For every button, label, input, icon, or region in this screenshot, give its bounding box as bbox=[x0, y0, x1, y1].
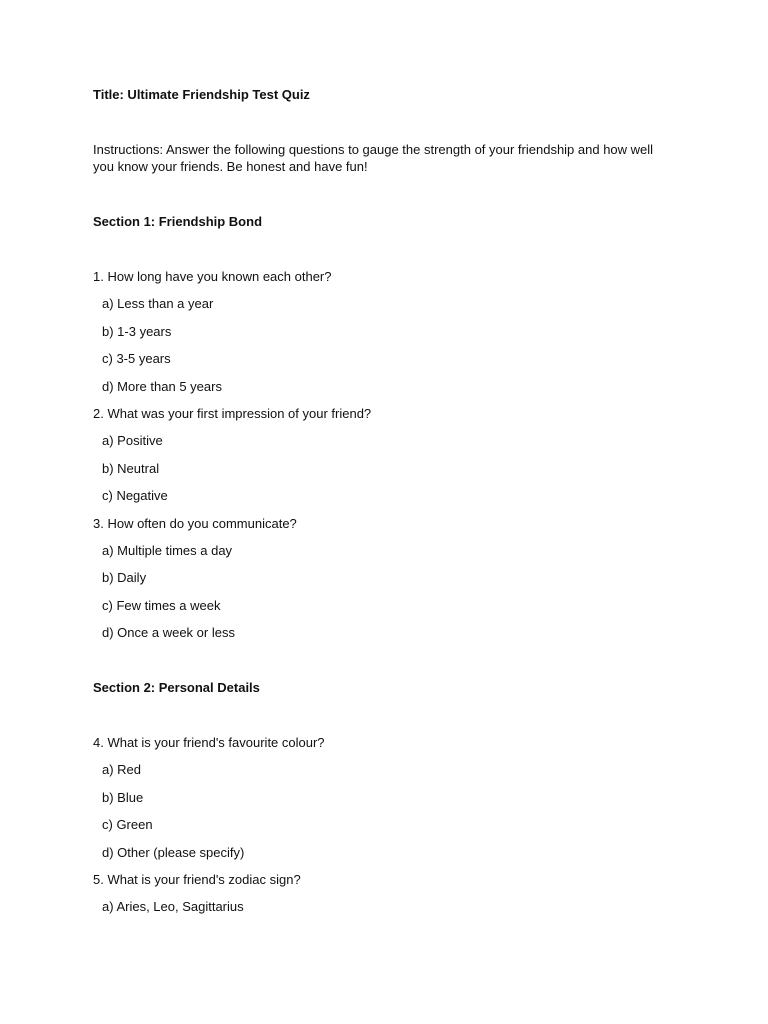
question-5: 5. What is your friend's zodiac sign? bbox=[93, 872, 301, 888]
question-2-option-b: b) Neutral bbox=[102, 460, 160, 476]
question-3-option-d: d) Once a week or less bbox=[102, 625, 235, 641]
question-3-option-a: a) Multiple times a day bbox=[102, 542, 233, 558]
document-title: Title: Ultimate Friendship Test Quiz bbox=[93, 87, 310, 102]
question-1-option-a: a) Less than a year bbox=[102, 296, 214, 312]
question-5-option-a: a) Aries, Leo, Sagittarius bbox=[102, 899, 244, 915]
question-2-option-a: a) Positive bbox=[102, 433, 163, 449]
question-2-option-c: c) Negative bbox=[102, 488, 168, 504]
question-4-option-b: b) Blue bbox=[102, 789, 144, 805]
document-body bbox=[93, 86, 673, 915]
question-3-option-c: c) Few times a week bbox=[102, 597, 221, 613]
section-1-heading: Section 1: Friendship Bond bbox=[93, 214, 263, 229]
question-4-option-a: a) Red bbox=[102, 762, 142, 778]
question-1-option-c: c) 3-5 years bbox=[102, 351, 171, 367]
section-1-questions bbox=[93, 268, 673, 641]
question-3: 3. How often do you communicate? bbox=[93, 515, 297, 531]
question-1-option-b: b) 1-3 years bbox=[102, 323, 172, 339]
section-2-questions bbox=[93, 734, 673, 915]
question-4: 4. What is your friend's favourite colour? bbox=[93, 735, 325, 751]
section-2-heading: Section 2: Personal Details bbox=[93, 680, 260, 696]
question-1-option-d: d) More than 5 years bbox=[102, 378, 222, 394]
question-1: 1. How long have you known each other? bbox=[93, 269, 332, 284]
question-3-option-b: b) Daily bbox=[102, 570, 147, 586]
question-2: 2. What was your first impression of your friend? bbox=[93, 405, 372, 421]
question-4-option-c: c) Green bbox=[102, 817, 153, 833]
instructions-paragraph: Instructions: Answer the following questions to gauge the strength of your friendship and how well you know your friends. Be honest and have fun! bbox=[93, 142, 654, 174]
question-4-option-d: d) Other (please specify) bbox=[102, 844, 245, 860]
